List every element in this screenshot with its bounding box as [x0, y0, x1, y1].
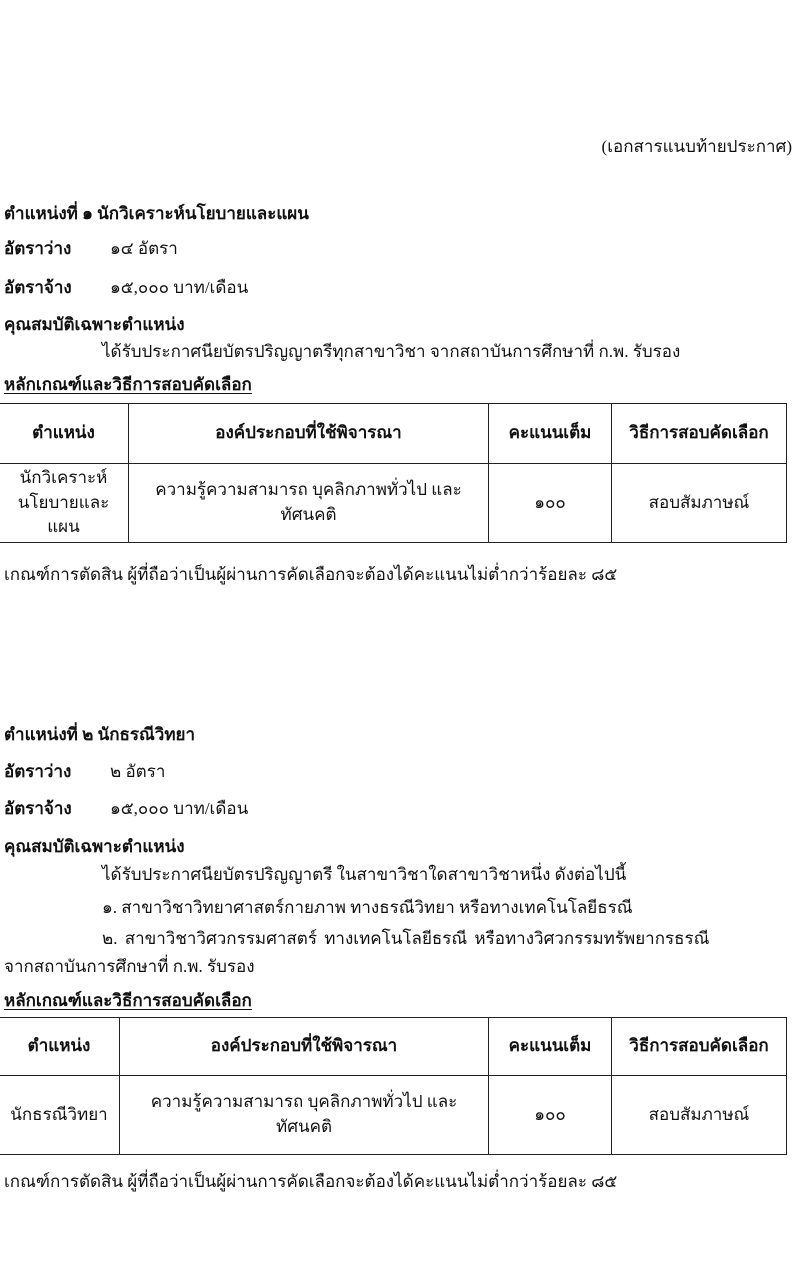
- header-score: คะแนนเต็ม: [489, 1018, 612, 1076]
- criteria-table: [0, 1017, 787, 1155]
- table-row: [0, 1076, 787, 1155]
- decision-criteria: เกณฑ์การตัดสิน ผู้ที่ถือว่าเป็นผู้ผ่านการคัดเลือกจะต้องได้คะแนนไม่ต่ำกว่าร้อยละ ๘๕: [4, 1172, 618, 1191]
- cell-component: ความรู้ความสามารถ บุคลิกภาพทั่วไป และทัศนคติ: [120, 1076, 489, 1155]
- cell-score: ๑๐๐: [489, 464, 612, 543]
- qualification-heading: คุณสมบัติเฉพาะตำแหน่ง: [4, 837, 185, 856]
- header-method: วิธีการสอบคัดเลือก: [612, 404, 787, 464]
- criteria-heading: หลักเกณฑ์และวิธีการสอบคัดเลือก: [4, 375, 252, 394]
- table-row: [0, 464, 787, 543]
- criteria-table-header-row: [0, 1018, 787, 1076]
- criteria-heading: หลักเกณฑ์และวิธีการสอบคัดเลือก: [4, 991, 252, 1010]
- header-score: คะแนนเต็ม: [489, 404, 612, 464]
- header-component: องค์ประกอบที่ใช้พิจารณา: [120, 1018, 489, 1076]
- vacancy-value: ๒ อัตรา: [110, 762, 166, 781]
- vacancy-label: อัตราว่าง: [4, 239, 72, 258]
- salary-label: อัตราจ้าง: [4, 799, 72, 818]
- header-position: ตำแหน่ง: [0, 404, 129, 464]
- cell-position: [0, 1076, 120, 1155]
- cell-position: [0, 464, 129, 543]
- salary-value: ๑๕,๐๐๐ บาท/เดือน: [110, 799, 249, 818]
- position-title: ตำแหน่งที่ ๑ นักวิเคราะห์นโยบายและแผน: [4, 204, 309, 223]
- cell-score: ๑๐๐: [489, 1076, 612, 1155]
- decision-criteria: เกณฑ์การตัดสิน ผู้ที่ถือว่าเป็นผู้ผ่านการคัดเลือกจะต้องได้คะแนนไม่ต่ำกว่าร้อยละ ๘๕: [4, 565, 618, 584]
- cell-method: สอบสัมภาษณ์: [612, 1076, 787, 1155]
- document-attachment-label: (เอกสารแนบท้ายประกาศ): [601, 137, 792, 156]
- vacancy-label: อัตราว่าง: [4, 762, 72, 781]
- criteria-table: [0, 403, 787, 543]
- qualification-line: ๑. สาขาวิชาวิทยาศาสตร์กายภาพ ทางธรณีวิทยา หรือทางเทคโนโลยีธรณี: [102, 898, 633, 917]
- cell-component: ความรู้ความสามารถ บุคลิกภาพทั่วไป และทัศนคติ: [129, 464, 489, 543]
- cell-method: สอบสัมภาษณ์: [612, 464, 787, 543]
- header-component: องค์ประกอบที่ใช้พิจารณา: [129, 404, 489, 464]
- position-title: ตำแหน่งที่ ๒ นักธรณีวิทยา: [4, 725, 196, 744]
- vacancy-value: ๑๔ อัตรา: [110, 239, 178, 258]
- qualification-line: จากสถาบันการศึกษาที่ ก.พ. รับรอง: [4, 957, 255, 976]
- header-method: วิธีการสอบคัดเลือก: [612, 1018, 787, 1076]
- qualification-line: ๒. สาขาวิชาวิศวกรรมศาสตร์ ทางเทคโนโลยีธรณี หรือทางวิศวกรรมทรัพยากรธรณี: [102, 929, 710, 948]
- cell-position-line: นโยบายและแผน: [17, 492, 110, 537]
- header-position: ตำแหน่ง: [0, 1018, 120, 1076]
- qualification-line: ได้รับประกาศนียบัตรปริญญาตรี ในสาขาวิชาใดสาขาวิชาหนึ่ง ดังต่อไปนี้: [102, 865, 627, 884]
- criteria-table-header-row: [0, 404, 787, 464]
- salary-label: อัตราจ้าง: [4, 278, 72, 297]
- cell-position-line: นักวิเคราะห์: [19, 468, 108, 488]
- qualification-line: ได้รับประกาศนียบัตรปริญญาตรีทุกสาขาวิชา จากสถาบันการศึกษาที่ ก.พ. รับรอง: [102, 342, 681, 361]
- cell-position-line: นักธรณีวิทยา: [10, 1104, 108, 1124]
- salary-value: ๑๕,๐๐๐ บาท/เดือน: [110, 278, 249, 297]
- qualification-heading: คุณสมบัติเฉพาะตำแหน่ง: [4, 315, 185, 334]
